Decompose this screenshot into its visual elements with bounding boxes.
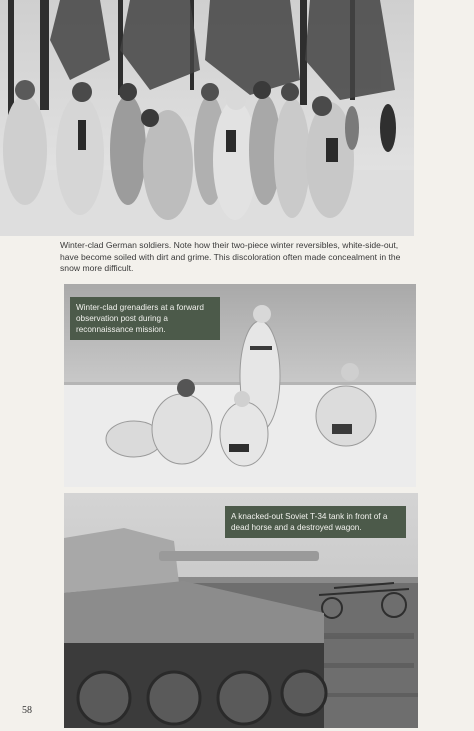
photo-soldiers-forest — [0, 0, 414, 236]
photo-caption: Winter-clad German soldiers. Note how their two-piece winter reversibles, white-side-out, have become soiled with dirt and grime. This discoloration often made concealment in the snow more difficult. — [60, 240, 401, 274]
inset-caption-tank: A knacked-out Soviet T-34 tank in front of a dead horse and a destroyed wagon. — [225, 506, 406, 538]
page-number: 58 — [22, 705, 32, 716]
inset-caption-observation: Winter-clad grenadiers at a forward observation post during a reconnaissance mission. — [70, 297, 220, 340]
